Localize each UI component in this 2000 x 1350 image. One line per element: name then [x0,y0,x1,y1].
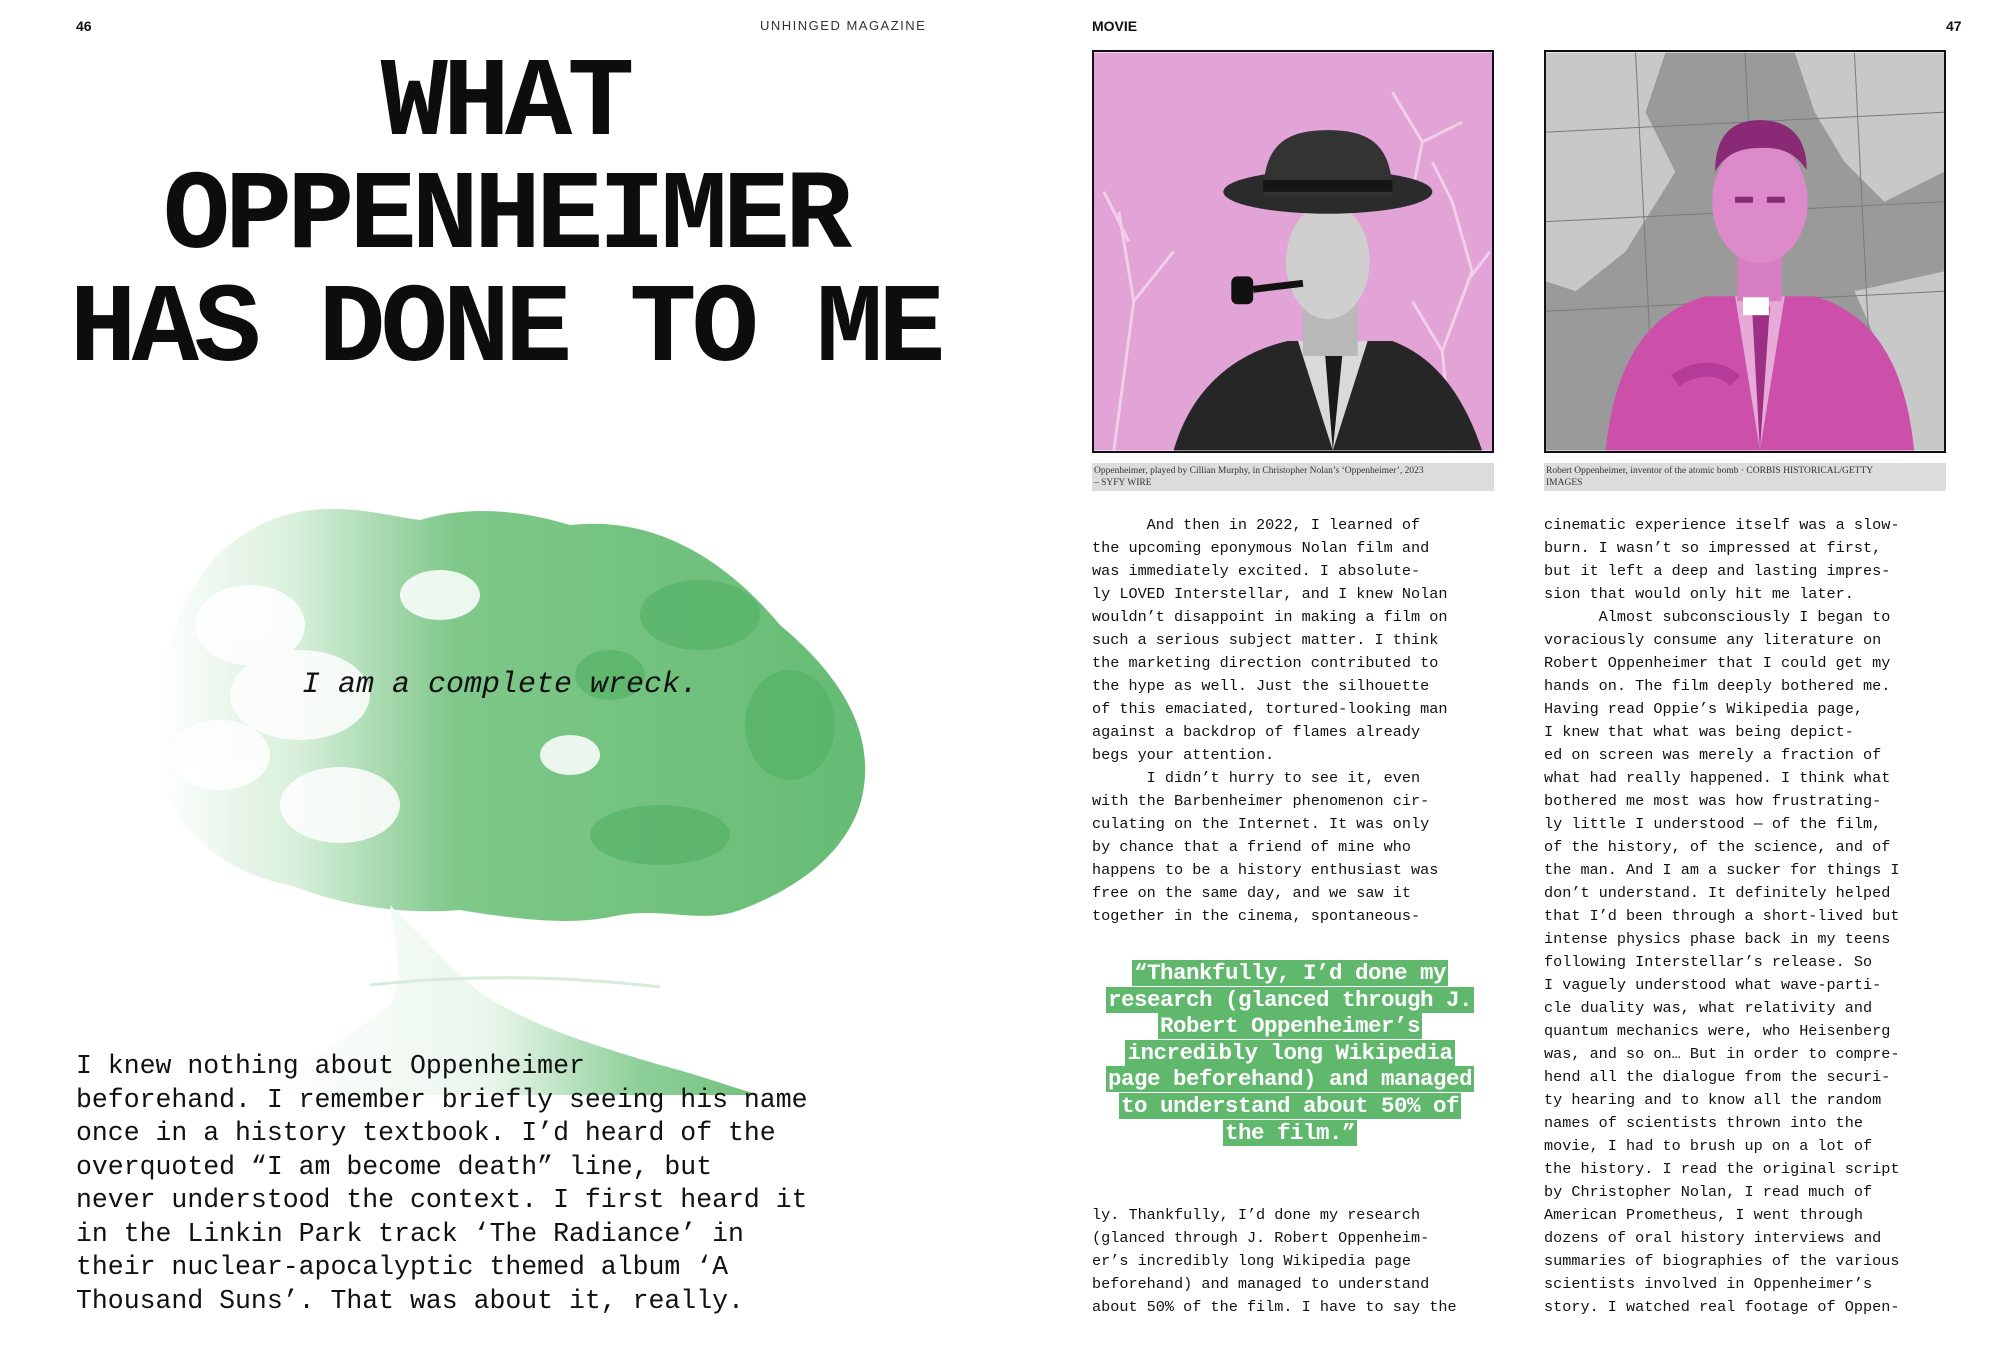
column-1-bottom: ly. Thankfully, I’d done my research (glanced through J. Robert Oppenheim- er’s incredibly long Wikipedia page beforehand) and managed to understand about 50% of the film. I have to say the [1092,1206,1457,1316]
column-1-top: And then in 2022, I learned of the upcoming eponymous Nolan film and was immediately excited. I absolute- ly LOVED Interstellar, and I knew Nolan wouldn’t disappoint in making a film on such a serious subject matter. I think the marketing direction contributed to the hype as well. Just the silhouette of this emaciated, tortured-looking man against a backdrop of flames already begs your attention. I didn’t hurry to see it, even with the Barbenheimer phenomenon cir- culating on the Internet. It was only by chance that a friend of mine who happens to be a history enthusiast was free on the same day, and we saw it together in the cinema, spontaneous- [1092,516,1448,925]
pull-quote-wreck: I am a complete wreck. [301,668,699,702]
photo-1-caption [1092,463,1494,491]
pull-quote-green-text: “Thankfully, I’d done my research (glanced through J. Robert Oppenheimer’s incredibly long Wikipedia page beforehand) and managed to understand about 50% of the film.” [1107,960,1473,1146]
page-number-right: 47 [1946,18,1962,34]
mushroom-cloud-image [140,505,900,1095]
photo-1-caption-text: Oppenheimer, played by Cillian Murphy, in Christopher Nolan’s ‘Oppenheimer’, 2023 – SYFY WIRE [1094,466,1424,488]
right-page [1000,0,2000,1350]
running-head: UNHINGED MAGAZINE [760,18,927,33]
photo-2-caption-text: Robert Oppenheimer, inventor of the atomic bomb · CORBIS HISTORICAL/GETTY IMAGES [1546,466,1874,488]
photo-cillian-murphy-illustration [1094,52,1492,451]
photo-robert-oppenheimer [1544,50,1946,453]
pull-quote-green [1100,960,1480,1146]
photo-cillian-murphy [1092,50,1494,453]
intro-paragraph: I knew nothing about Oppenheimer beforehand. I remember briefly seeing his name once in a history textbook. I’d heard of the overquoted “I am become death” line, but never understood the context. I first heard it in the Linkin Park track ‘The Radiance’ in their nuclear-apocalyptic themed album ‘A Thousand Suns’. That was about it, really. [76,1051,808,1316]
photo-2-caption [1544,463,1946,491]
column-2: cinematic experience itself was a slow- burn. I wasn’t so impressed at first, but it left a deep and lasting impres- sion that would only hit me later. Almost subconsciously I began to voraciously consume any literature on Robert Oppenheimer that I could get my hands on. The film deeply bothered me. Having read Oppie’s Wikipedia page, I knew that what was being depict- ed on screen was merely a fraction of what had really happened. I think what bothered me most was how frustrating- ly little I understood — of the film, of the history, of the science, and of the man. And I am a sucker for things I don’t understand. It definitely helped that I’d been through a short-lived but intense physics phase back in my teens following Interstellar’s release. So I vaguely understood what wave-parti- cle duality was, what relativity and quantum mechanics were, who Heisenberg was, and so on… But in order to compre- hend all the dialogue from the securi- ty hearing and to know all the random names of scientists thrown into the movie, I had to brush up on a lot of the history. I read the original script by Christopher Nolan, I read much of American Prometheus, I went through dozens of oral history interviews and summaries of biographies of the various scientists involved in Oppenheimer’s story. I watched real footage of Oppen- [1544,516,1900,1316]
section-label: MOVIE [1092,18,1138,34]
photo-robert-oppenheimer-illustration [1546,52,1944,451]
page-number-left: 46 [76,18,92,34]
article-title: WHAT OPPENHEIMER HAS DONE TO ME [69,41,941,394]
